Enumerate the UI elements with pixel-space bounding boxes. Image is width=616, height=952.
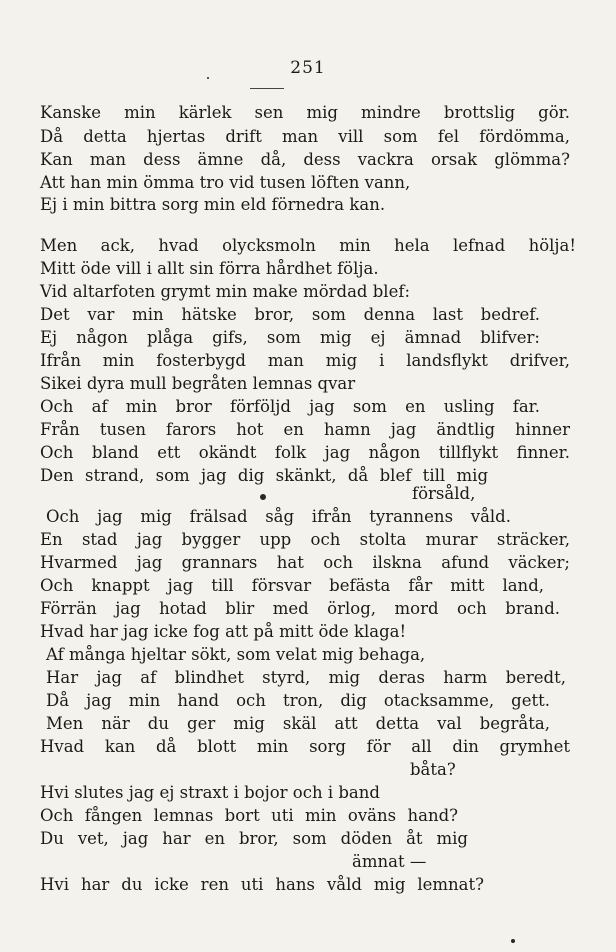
verse-line: Ej någon plåga gifs, som mig ej ämnad blifver: [40,328,540,347]
verse-line: Det var min hätske bror, som denna last bedref. [40,305,540,324]
verse-line: Men när du ger mig skäl att detta val begråta, [46,714,550,733]
verse-continuation: ämnat — [352,852,427,871]
verse-line: Du vet, jag har en bror, som döden åt mig [40,829,468,848]
verse-line: En stad jag bygger upp och stolta murar sträcker, [40,530,570,549]
ink-speck [511,939,515,943]
verse-line: Ifrån min fosterbygd man mig i landsflykt drifver, [40,351,570,370]
verse-line: Har jag af blindhet styrd, mig deras harm beredt, [46,668,566,687]
verse-line: Och knappt jag till försvar befästa får mitt land, [40,576,544,595]
verse-line: Men ack, hvad olycksmoln min hela lefnad hölja! [40,236,576,255]
page-number-rule [250,88,284,89]
verse-line: Från tusen farors hot en hamn jag ändtlig hinner [40,420,570,439]
verse-line: Af många hjeltar sökt, som velat mig behaga, [46,645,426,664]
verse-line: Kan man dess ämne då, dess vackra orsak glömma? [40,150,570,169]
verse-line: Att han min ömma tro vid tusen löften vann, [40,173,411,192]
verse-line: Hvi har du icke ren uti hans våld mig lemnat? [40,875,484,894]
verse-line: Då jag min hand och tron, dig otacksamme, gett. [46,691,550,710]
verse-line: Sikei dyra mull begråten lemnas qvar [40,374,356,393]
verse-line: Och af min bror förföljd jag som en usling far. [40,397,540,416]
verse-continuation: försåld, [412,484,476,503]
verse-line: Mitt öde vill i allt sin förra hårdhet följa. [40,259,379,278]
verse-line: Och bland ett okändt folk jag någon tillflykt finner. [40,443,570,462]
verse-line: Och jag mig frälsad såg ifrån tyrannens våld. [46,507,511,526]
verse-line: Kanske min kärlek sen mig mindre brottslig gör. [40,103,570,122]
verse-line: Förrän jag hotad blir med örlog, mord och brand. [40,599,560,618]
ink-speck [207,77,209,79]
ink-speck [260,494,266,500]
verse-line: Hvi slutes jag ej straxt i bojor och i band [40,783,380,802]
verse-line: Ej i min bittra sorg min eld förnedra kan. [40,195,386,214]
page-number: 251 [290,58,326,78]
verse-line: Då detta hjertas drift man vill som fel fördömma, [40,127,570,146]
verse-line: Den strand, som jag dig skänkt, då blef till mig [40,466,488,485]
verse-line: Vid altarfoten grymt min make mördad blef: [40,282,411,301]
verse-continuation: båta? [410,760,456,779]
verse-line: Och fången lemnas bort uti min oväns hand? [40,806,458,825]
verse-line: Hvad kan då blott min sorg för all din grymhet [40,737,570,756]
verse-line: Hvad har jag icke fog att på mitt öde klaga! [40,622,407,641]
verse-line: Hvarmed jag grannars hat och ilskna afund väcker; [40,553,570,572]
